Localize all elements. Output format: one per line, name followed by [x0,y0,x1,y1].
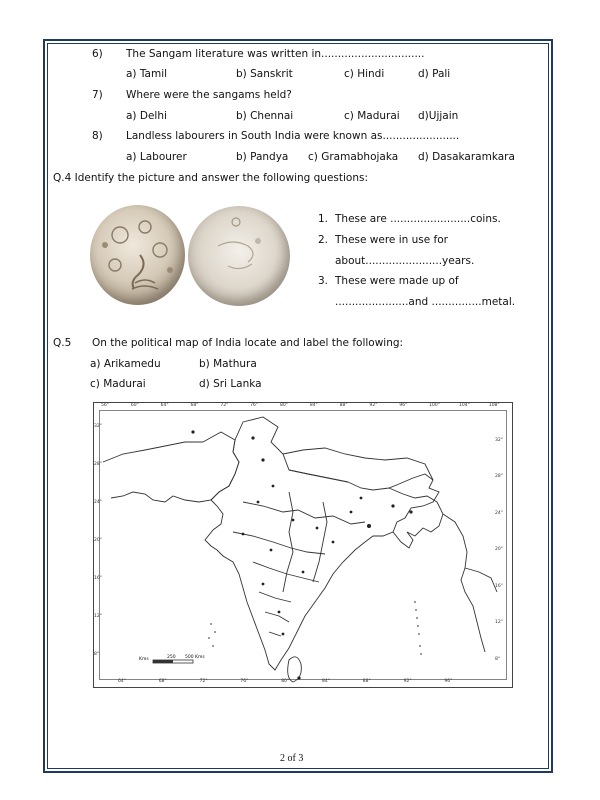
map-left-degree-label: 12° [94,614,102,619]
map-top-degree-label: 56° [101,403,109,408]
map-left-degree-label: 24° [94,500,102,505]
map-right-degree-label: 28° [495,474,503,480]
map-bottom-degree-label: 72° [199,679,208,684]
q5-option-b: b) Mathura [199,358,257,370]
q4-item-3-text: These were made up of [335,275,459,287]
map-scale-bar [153,660,193,663]
question-8-option-a: a) Labourer [126,151,187,163]
map-right-degree-labels [495,438,511,668]
q4-item-1-text: These are ........................coins. [335,213,501,225]
scale-unit-label: Kms [139,657,149,662]
map-top-degree-label: 108° [488,403,500,408]
question-7-option-a: a) Delhi [126,110,167,122]
map-bottom-degree-label: 64° [118,679,126,684]
scale-label-500: 500 Kms [185,655,205,660]
q5-option-a: a) Arikamedu [90,358,161,370]
q4-item-3-number: 3. [318,275,329,287]
map-top-degree-label: 88° [339,403,348,408]
question-6-number: 6) [92,48,103,60]
map-right-degree-label: 24° [495,510,503,516]
map-top-degree-label: 72° [220,403,229,408]
map-bottom-degree-label: 88° [362,679,371,684]
q5-text: On the political map of India locate and label the following: [92,337,404,349]
question-7-number: 7) [92,89,103,101]
map-left-degree-labels [94,424,108,664]
map-top-degree-label: 104° [459,403,470,408]
map-left-degree-label: 16° [94,576,102,581]
coin-obverse-image [90,205,185,305]
map-top-degree-label: 92° [369,403,378,408]
question-6-option-a: a) Tamil [126,68,168,80]
map-top-degree-label: 84° [309,403,318,408]
question-7-option-b: b) Chennai [236,110,294,122]
question-6-option-b: b) Sanskrit [236,68,293,80]
q5-number: Q.5 [53,337,72,349]
map-bottom-degree-label: 84° [322,679,330,684]
q4-item-2-number: 2. [318,234,329,246]
question-8-option-d: d) Dasakaramkara [418,151,515,163]
map-top-degree-label: 76° [250,403,259,408]
map-top-degree-label: 64° [160,403,169,408]
map-bottom-degree-label: 68° [158,679,167,684]
map-bottom-degree-labels [118,679,458,687]
coin-reverse-image [188,206,290,306]
map-left-degree-label: 32° [94,424,102,429]
map-left-degree-label: 20° [94,538,102,543]
map-top-degree-label: 68° [190,403,199,408]
question-6-option-d: d) Pali [418,68,451,80]
question-8-text: Landless labourers in South India were known as....................... [126,130,460,142]
question-7-text: Where were the sangams held? [126,89,292,101]
map-right-degree-label: 8° [495,656,501,662]
question-8-number: 8) [92,130,103,142]
map-frame [94,403,513,688]
map-bottom-degree-label: 96° [444,679,453,684]
map-left-degree-label: 8° [94,652,100,657]
question-6-text: The Sangam literature was written in............................... [126,48,425,60]
map-top-degree-labels [101,403,505,411]
question-7-option-d: d)Ujjain [418,110,459,122]
q5-option-c: c) Madurai [90,378,146,390]
page-number: 2 of 3 [280,753,304,764]
question-8-option-b: b) Pandya [236,151,289,163]
q5-option-d: d) Sri Lanka [199,378,262,390]
q4-heading: Q.4 Identify the picture and answer the following questions: [53,172,369,184]
question-6-option-c: c) Hindi [344,68,385,80]
map-right-degree-label: 16° [495,583,503,589]
map-right-degree-label: 12° [495,620,503,626]
map-bottom-degree-label: 76° [240,679,249,684]
map-bottom-degree-label: 80° [281,679,290,684]
q4-item-3-continuation: ......................and ...............metal. [335,296,516,308]
scale-label-250: 250 [167,655,176,660]
map-top-degree-label: 80° [280,403,288,408]
q4-item-1-number: 1. [318,213,329,225]
map-top-degree-label: 96° [399,403,408,408]
india-political-map [93,402,513,688]
question-7-option-c: c) Madurai [344,110,400,122]
map-right-degree-label: 32° [495,438,503,443]
map-top-degree-label: 100° [429,403,441,408]
q4-item-2-text: These were in use for [335,234,448,246]
map-top-degree-label: 60° [130,403,139,408]
question-8-option-c: c) Gramabhojaka [308,151,399,163]
map-bottom-degree-label: 92° [403,679,412,684]
map-left-degree-label: 28° [94,462,102,467]
q4-item-2-continuation: about.......................years. [335,255,475,267]
map-right-degree-label: 20° [495,547,503,553]
